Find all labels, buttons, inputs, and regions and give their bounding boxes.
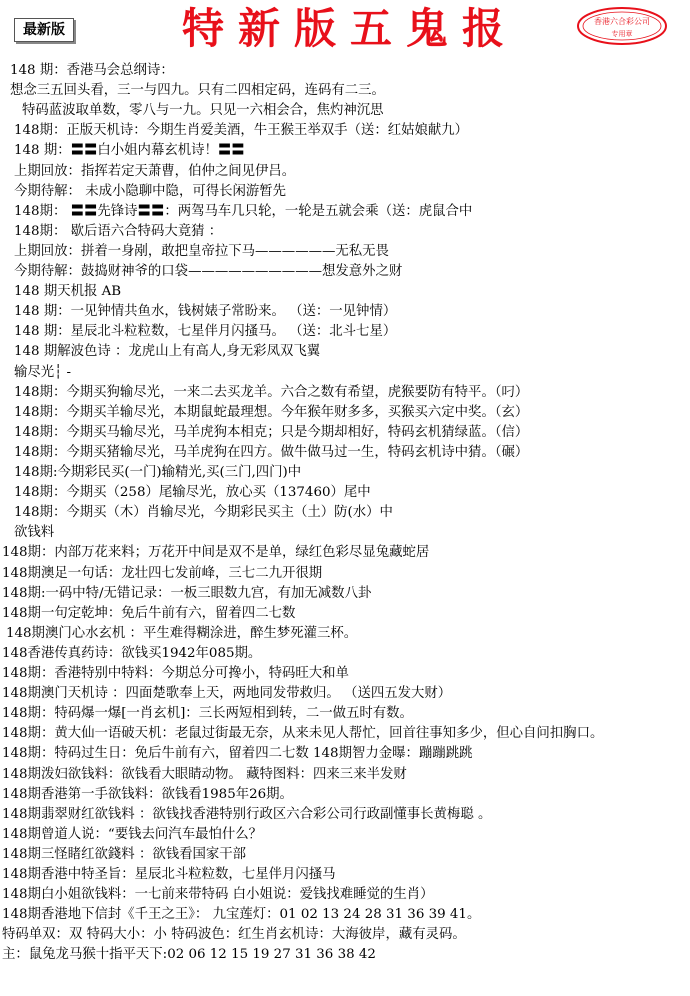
text-line: 148期三怪睹红欲錢料 ：欲钱看国家干部 xyxy=(2,846,247,862)
text-line: 上期回放：指挥若定天萧曹，伯仲之间见伊吕。 xyxy=(14,163,296,179)
text-line: 特码蓝波取单数，零八与一九。只见一六相会合，焦灼神沉思 xyxy=(22,103,384,119)
text-line: 今期待解： 未成小隐聊中隐，可得长闲游暂先 xyxy=(14,183,287,199)
text-line: 148期一句定乾坤：免后牛前有六，留着四二七数 xyxy=(2,605,296,621)
text-line: 148 期：香港马会总纲诗： xyxy=(10,63,174,78)
text-line: 148 期：一见钟情共鱼水，钱树婊子常盼来。 （送：一见钟情） xyxy=(14,304,397,320)
text-line: 输尽光┆ - xyxy=(14,364,72,380)
text-line: 148期:一码中特/无错记录：一板三眼数九宫，有加无减数八卦 xyxy=(2,585,372,601)
text-line: 148期:今期彩民买(一门)输精光,买(三门,四门)中 xyxy=(14,465,302,480)
text-line: 今期待解：鼓捣财神爷的口袋——————————想发意外之财 xyxy=(14,264,403,279)
text-line: 148期： 〓〓先锋诗〓〓：两驾马车几只轮，一轮是五就会乘（送：虎鼠合中 xyxy=(14,203,473,219)
text-line: 148 期天机报 AB xyxy=(14,284,122,300)
text-line: 148期：今期买狗输尽光，一来二去买龙羊。六合之数有希望，虎猴要防有特平。（叼） xyxy=(14,384,529,400)
text-line: 148期白小姐欲钱料：一七前来带特码 白小姐说：爱钱找难睡觉的生肖） xyxy=(2,887,434,903)
text-line: 想念三五回头看，三一与四九。只有二四相定码，连码有二三。 xyxy=(10,83,385,99)
company-seal-icon xyxy=(576,6,668,46)
text-line: 148期：今期买猪输尽光，马羊虎狗在四方。做牛做马过一生，特码玄机诗中猜。（碾） xyxy=(14,444,529,460)
text-line: 148期澳门心水玄机 ：平生难得糊涂进，醉生梦死灌三杯。 xyxy=(6,625,358,641)
text-line: 148期：黄大仙一语破天机：老鼠过街最无奈，从来未见人帮忙，回首往事知多少，但心自问扣胸口。 xyxy=(2,726,604,742)
text-line: 148 期：星辰北斗粒粒数，七星伴月闪搔马。 （送：北斗七星） xyxy=(14,324,397,340)
text-line: 主：鼠兔龙马猴十指平天下:02 06 12 15 19 27 31 36 38 42 xyxy=(2,947,376,963)
text-line: 148期：香港特别中特料：今期总分可搀小，特码旺大和单 xyxy=(2,666,349,681)
page-title: 特新版五鬼报 xyxy=(181,4,518,53)
text-line: 148期：特码爆一爆[一肖玄机]：三长两短相到转，二一做五时有数。 xyxy=(2,706,413,722)
text-line: 148期泼妇欲钱料：欲钱看大眼睛动物。 藏特图料：四来三来半发财 xyxy=(2,766,407,782)
text-line: 148期：特码过生日：免后牛前有六，留着四二七数 148期智力金曝：蹦蹦跳跳 xyxy=(2,746,473,762)
text-line: 欲钱料 xyxy=(14,525,55,541)
text-line: 148期澳门天机诗 ：四面楚歌奉上天，两地同发带救归。 （送四五发大财） xyxy=(2,686,452,702)
text-line: 148期：今期买马输尽光，马羊虎狗本相克；只是今期却相好，特码玄机猜绿蓝。（信） xyxy=(14,424,529,440)
text-line: 148期澳足一句话：龙壮四七发前峰，三七二九开很期 xyxy=(2,565,323,581)
text-line: 148期：今期买（木）肖输尽光，今期彩民买主（土）防(水）中 xyxy=(14,505,393,521)
text-line: 148 期解波色诗 ：龙虎山上有高人,身无彩凤双飞翼 xyxy=(14,344,321,360)
text-line: 148期香港地下信封《千王之王》： 九宝莲灯：01 02 13 24 28 31 36 39 41。 xyxy=(2,907,481,923)
text-line: 148期：今期买羊输尽光，本期鼠蛇最理想。今年猴年财多多，买猴买六定中奖。（玄） xyxy=(14,404,529,420)
text-line: 特码单双：双 特码大小：小 特码波色：红生肖玄机诗：大海彼岸，藏有灵码。 xyxy=(2,927,466,943)
header xyxy=(0,0,690,60)
text-line: 148香港传真药诗：欲钱买1942年085期。 xyxy=(2,645,262,661)
text-line: 148期香港中特圣旨：星辰北斗粒粒数，七星伴月闪搔马 xyxy=(2,867,336,882)
text-line: 148期：今期买（258）尾输尽光，放心买（137460）尾中 xyxy=(14,485,371,501)
text-line: 148 期：〓〓白小姐内幕玄机诗！〓〓 xyxy=(14,143,245,159)
text-line: 148期曾道人说：“要钱去问汽车最怕什么？ xyxy=(2,826,263,842)
text-line: 148期翡翠财红欲钱料 ：欲钱找香港特别行政区六合彩公司行政副懂事长黄梅聪 。 xyxy=(2,806,492,822)
text-line: 148期：内部万花来料；万花开中间是双不是单，绿红色彩尽显兔藏蛇居 xyxy=(2,545,430,561)
text-line: 148期： 歇后语六合特码大竟猜 ： xyxy=(14,223,223,239)
edition-badge: 最新版 xyxy=(14,18,74,42)
text-line: 上期回放：拼着一身剐，敢把皇帝拉下马——————无私无畏 xyxy=(14,243,389,259)
text-line: 148期：正版天机诗：今期生肖爱美酒，牛王猴王举双手（送：红姑娘献九） xyxy=(14,123,469,139)
text-line: 148期香港第一手欲钱料：欲钱看1985年26期。 xyxy=(2,786,293,802)
svg-text:香港六合彩公司: 香港六合彩公司 xyxy=(594,17,650,26)
svg-text:专用章: 专用章 xyxy=(611,30,633,38)
